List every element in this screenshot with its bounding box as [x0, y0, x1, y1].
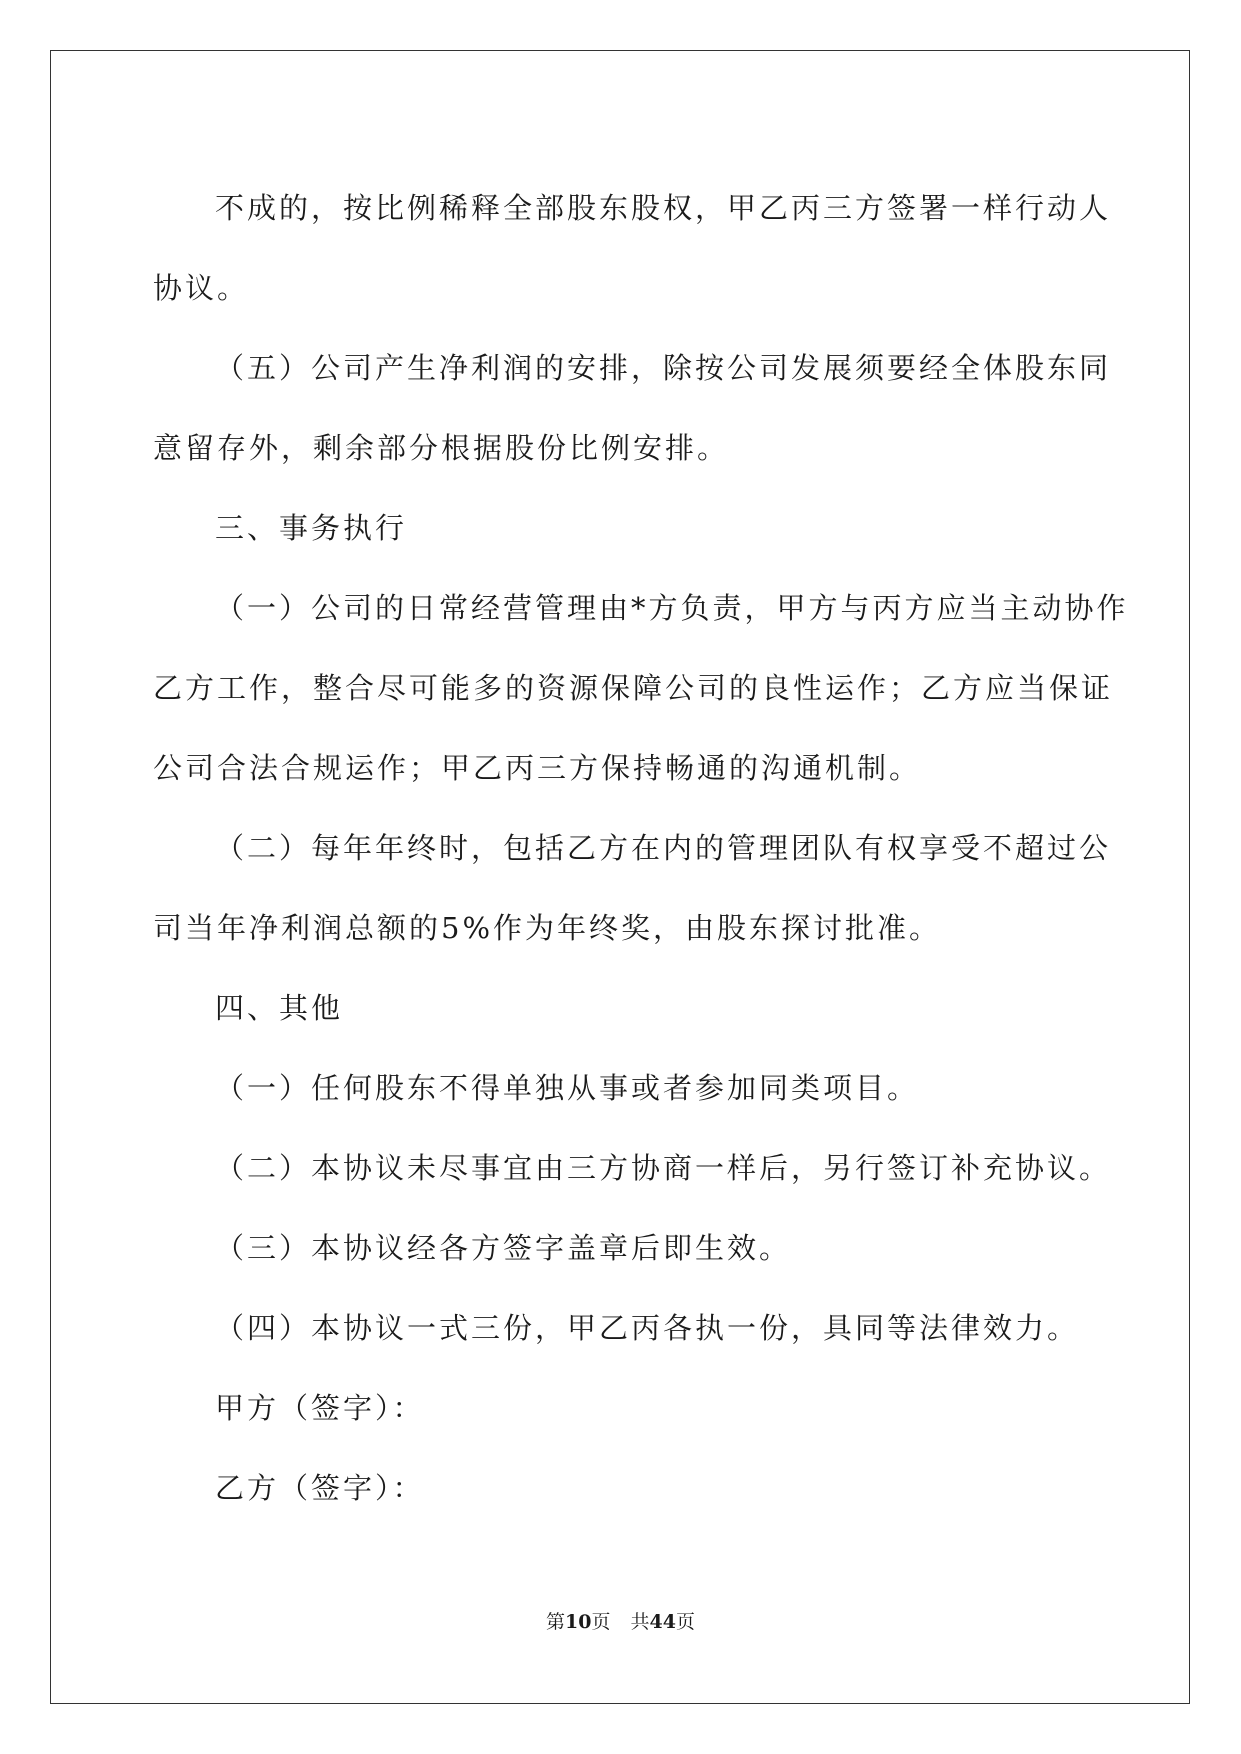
section-heading: 三、事务执行 — [215, 511, 408, 545]
paragraph-line: （三）本协议经各方签字盖章后即生效。 — [215, 1231, 792, 1265]
paragraph-line: （一）公司的日常经营管理由*方负责，甲方与丙方应当主动协作 — [215, 591, 1129, 625]
total-prefix: 共 — [630, 1611, 650, 1633]
paragraph-line: 公司合法合规运作；甲乙丙三方保持畅通的沟通机制。 — [153, 751, 922, 785]
paragraph-line: （一）任何股东不得单独从事或者参加同类项目。 — [215, 1071, 920, 1105]
paragraph-line: （二）每年年终时，包括乙方在内的管理团队有权享受不超过公 — [215, 831, 1112, 865]
section-heading: 四、其他 — [215, 991, 344, 1025]
paragraph-line: （二）本协议未尽事宜由三方协商一样后，另行签订补充协议。 — [215, 1151, 1112, 1185]
page-total: 44 — [649, 1611, 676, 1633]
paragraph-line: 乙方工作，整合尽可能多的资源保障公司的良性运作；乙方应当保证 — [153, 671, 1114, 705]
paragraph-line: 意留存外，剩余部分根据股份比例安排。 — [153, 431, 730, 465]
signature-line-party-b: 乙方（签字）： — [215, 1471, 425, 1505]
page-current: 10 — [565, 1611, 592, 1633]
paragraph-line: （四）本协议一式三份，甲乙丙各执一份，具同等法律效力。 — [215, 1311, 1080, 1345]
paragraph-line: 协议。 — [153, 271, 250, 305]
paragraph-line: 司当年净利润总额的5%作为年终奖，由股东探讨批准。 — [153, 911, 942, 945]
page-footer — [0, 1610, 1241, 1634]
document-body — [153, 168, 1129, 1528]
paragraph-line: 不成的，按比例稀释全部股东股权，甲乙丙三方签署一样行动人 — [215, 191, 1112, 225]
signature-line-party-a: 甲方（签字）： — [215, 1391, 425, 1425]
total-suffix: 页 — [675, 1611, 695, 1633]
paragraph-line: （五）公司产生净利润的安排，除按公司发展须要经全体股东同 — [215, 351, 1112, 385]
page-suffix: 页 — [591, 1611, 611, 1633]
page-prefix: 第 — [546, 1611, 566, 1633]
